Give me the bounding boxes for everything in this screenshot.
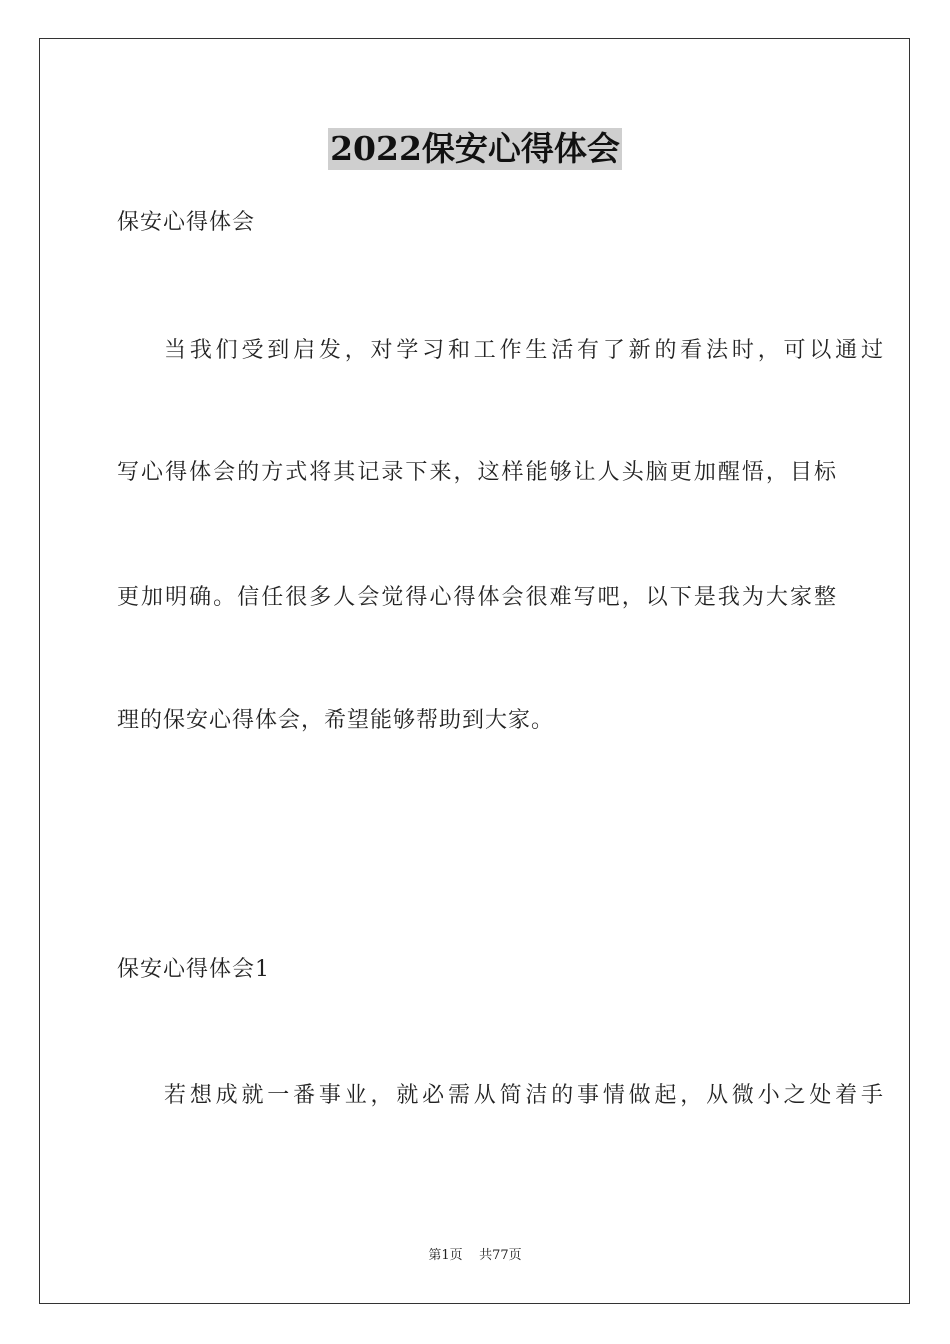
section-heading: 保安心得体会1 — [117, 957, 270, 982]
page-footer — [0, 1247, 950, 1265]
page-number: 第1页 — [428, 1248, 463, 1263]
title-container — [0, 128, 950, 170]
paragraph-line: 写心得体会的方式将其记录下来，这样能够让人头脑更加醒悟，目标 — [117, 460, 837, 485]
document-subtitle: 保安心得体会 — [117, 210, 256, 235]
paragraph-line: 更加明确。信任很多人会觉得心得体会很难写吧，以下是我为大家整 — [117, 585, 837, 610]
paragraph-line: 若想成就一番事业，就必需从简洁的事情做起，从微小之处着手 — [164, 1083, 884, 1108]
total-pages: 共77页 — [479, 1248, 522, 1263]
document-title: 2022保安心得体会 — [330, 129, 620, 168]
paragraph-line: 当我们受到启发，对学习和工作生活有了新的看法时，可以通过 — [164, 338, 884, 363]
paragraph-line: 理的保安心得体会，希望能够帮助到大家。 — [117, 708, 555, 733]
